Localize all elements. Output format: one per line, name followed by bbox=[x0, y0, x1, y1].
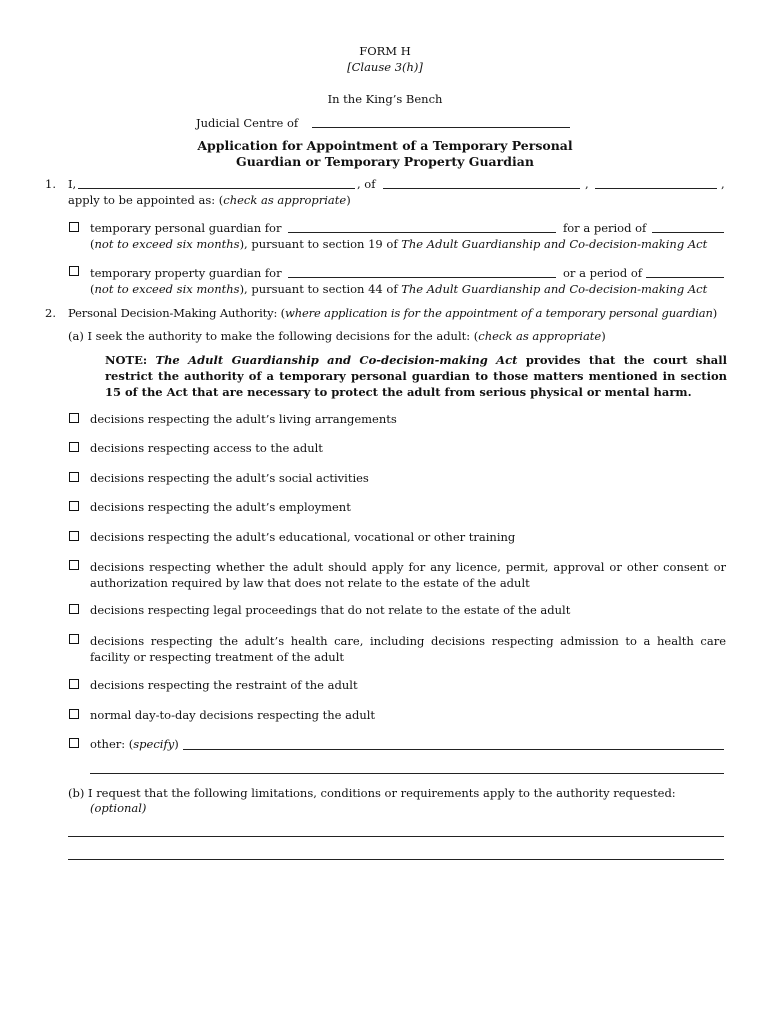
option-label-health: decisions respecting the adult’s health care, including decisions respecting admission to a health care facility or respecting treatment of the adult bbox=[90, 634, 726, 664]
judicial-centre-field[interactable] bbox=[312, 127, 570, 128]
option-checkbox-employment[interactable] bbox=[69, 501, 79, 511]
option-label-day-to-day: normal day-to-day decisions respecting the adult bbox=[90, 708, 376, 722]
option-label-other: other: (specify) bbox=[90, 737, 179, 751]
comma-1: , bbox=[585, 177, 589, 191]
option-label-living: decisions respecting the adult’s living arrangements bbox=[90, 412, 397, 426]
option-checkbox-health[interactable] bbox=[69, 634, 79, 644]
applicant-name-field[interactable] bbox=[78, 188, 355, 189]
limitations-field-line1[interactable] bbox=[68, 836, 724, 837]
section-2b-label: (b) I request that the following limitations, conditions or requirements apply to the authority requested: bbox=[68, 786, 676, 800]
option-checkbox-other[interactable] bbox=[69, 738, 79, 748]
applicant-occupation-field[interactable] bbox=[595, 188, 717, 189]
option-label-licence: decisions respecting whether the adult should apply for any licence, permit, approval or other consent or authorization required by law that does not relate to the estate of the adult bbox=[90, 560, 726, 590]
option-checkbox-licence[interactable] bbox=[69, 560, 79, 570]
personal-guardian-label: temporary personal guardian for bbox=[90, 221, 282, 235]
option-label-training: decisions respecting the adult’s educational, vocational or other training bbox=[90, 530, 516, 544]
form-title-line1: Application for Appointment of a Temporary Personal bbox=[197, 138, 573, 153]
option-label-employment: decisions respecting the adult’s employment bbox=[90, 500, 351, 514]
option-checkbox-training[interactable] bbox=[69, 531, 79, 541]
limitations-field-line2[interactable] bbox=[68, 859, 724, 860]
court-name: In the King’s Bench bbox=[327, 92, 443, 106]
option-checkbox-day-to-day[interactable] bbox=[69, 709, 79, 719]
property-guardian-note: (not to exceed six months), pursuant to section 44 of The Adult Guardianship and Co-decision-making Act bbox=[90, 282, 708, 296]
form-clause: [Clause 3(h)] bbox=[347, 60, 423, 74]
option-checkbox-social[interactable] bbox=[69, 472, 79, 482]
form-title-line2: Guardian or Temporary Property Guardian bbox=[236, 154, 534, 169]
apply-instruction: apply to be appointed as: (check as appropriate) bbox=[68, 193, 351, 207]
judicial-centre-label: Judicial Centre of bbox=[196, 116, 299, 130]
property-guardian-adult-field[interactable] bbox=[288, 277, 556, 278]
personal-period-field[interactable] bbox=[652, 232, 724, 233]
option-label-restraint: decisions respecting the restraint of the adult bbox=[90, 678, 358, 692]
applicant-address-field[interactable] bbox=[383, 188, 580, 189]
act-note: NOTE: The Adult Guardianship and Co-decision-making Act provides that the court shall restrict the authority of a temporary personal guardian to those matters mentioned in section 15 of the Act that are necessary to protect the adult from serious physical or mental harm. bbox=[105, 353, 728, 399]
property-period-field[interactable] bbox=[646, 277, 724, 278]
personal-guardian-adult-field[interactable] bbox=[288, 232, 556, 233]
other-specify-field[interactable] bbox=[183, 749, 724, 750]
property-guardian-checkbox[interactable] bbox=[69, 266, 79, 276]
section-2a-label: (a) I seek the authority to make the following decisions for the adult: (check as appropriate) bbox=[68, 329, 606, 343]
option-label-access: decisions respecting access to the adult bbox=[90, 441, 323, 455]
option-label-legal: decisions respecting legal proceedings that do not relate to the estate of the adult bbox=[90, 603, 571, 617]
option-checkbox-legal[interactable] bbox=[69, 604, 79, 614]
comma-2: , bbox=[721, 177, 725, 191]
section-1-number: 1. bbox=[45, 177, 56, 191]
personal-guardian-checkbox[interactable] bbox=[69, 222, 79, 232]
section-2-heading: Personal Decision-Making Authority: (where application is for the appointment of a temporary personal guardian) bbox=[68, 306, 718, 320]
property-guardian-label: temporary property guardian for bbox=[90, 266, 282, 280]
section-2b-optional: (optional) bbox=[90, 801, 147, 815]
option-checkbox-restraint[interactable] bbox=[69, 679, 79, 689]
of-label: , of bbox=[357, 177, 376, 191]
option-checkbox-living[interactable] bbox=[69, 413, 79, 423]
form-number: FORM H bbox=[359, 44, 411, 58]
personal-period-label: for a period of bbox=[563, 221, 647, 235]
option-checkbox-access[interactable] bbox=[69, 442, 79, 452]
other-specify-field-line2[interactable] bbox=[90, 773, 724, 774]
applicant-name-label: I, bbox=[68, 177, 77, 191]
section-2-number: 2. bbox=[45, 306, 56, 320]
option-label-social: decisions respecting the adult’s social activities bbox=[90, 471, 369, 485]
personal-guardian-note: (not to exceed six months), pursuant to section 19 of The Adult Guardianship and Co-decision-making Act bbox=[90, 237, 708, 251]
property-period-label: or a period of bbox=[563, 266, 643, 280]
